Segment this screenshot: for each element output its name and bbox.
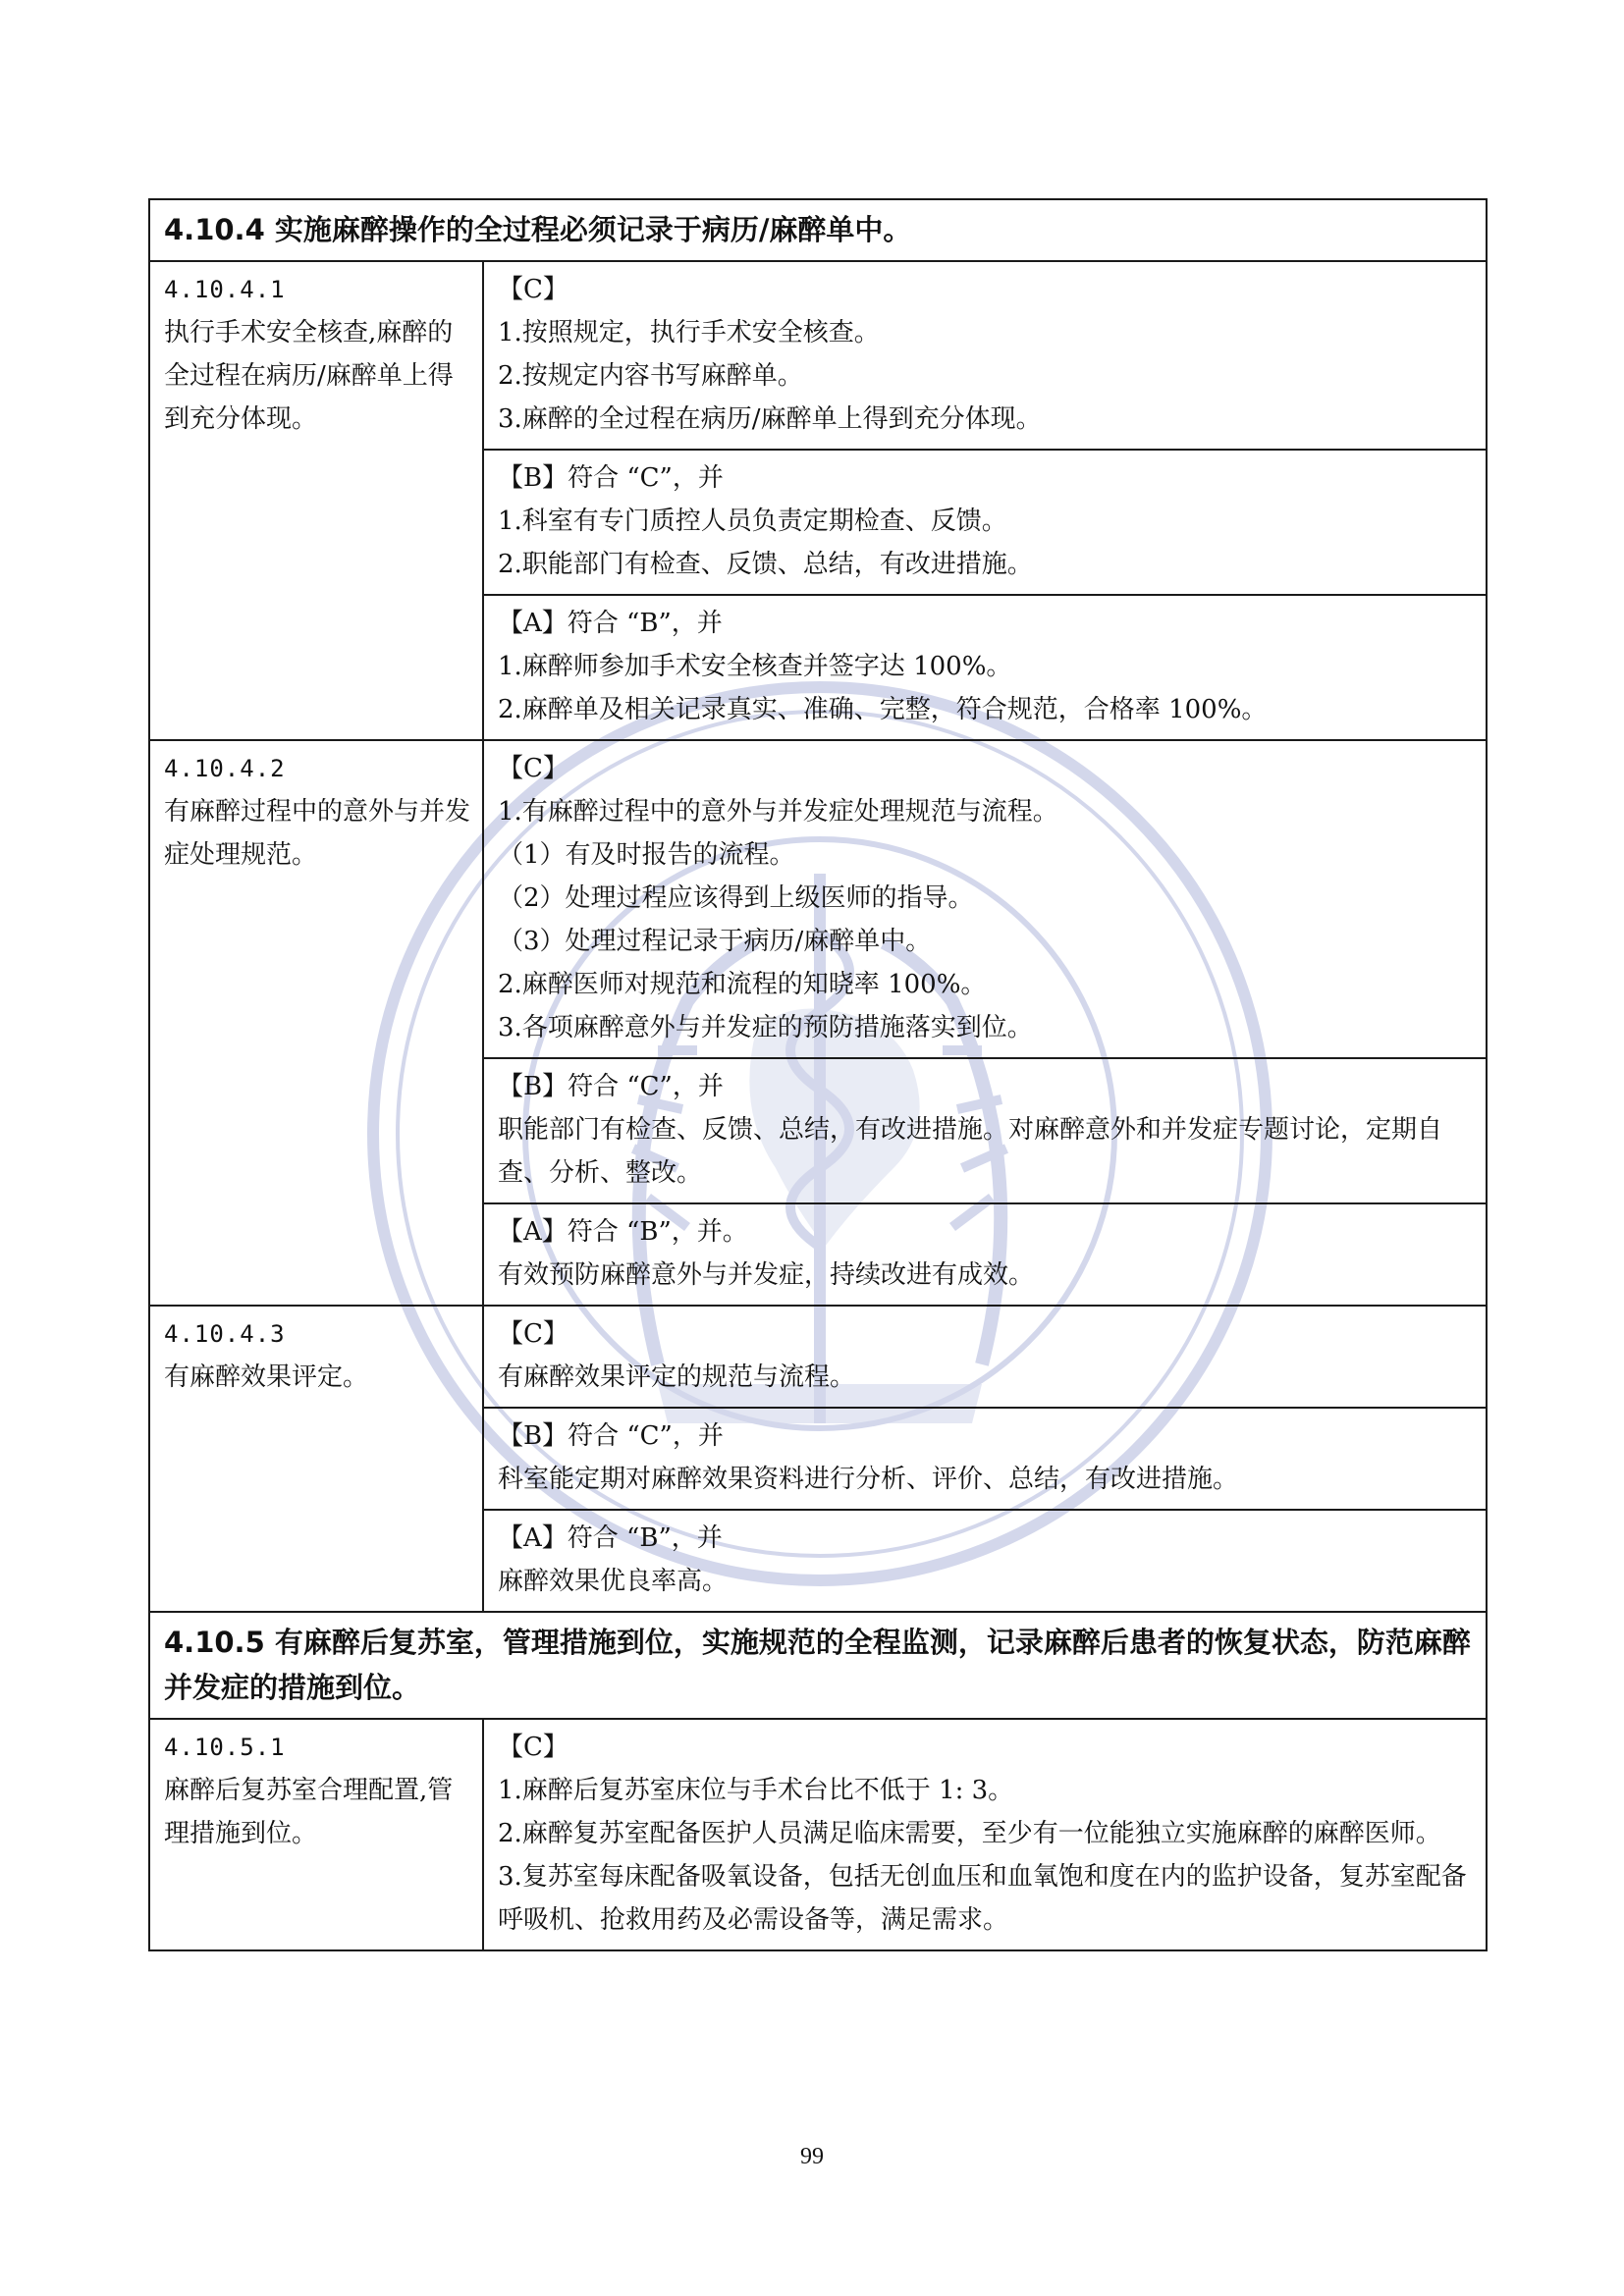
clause-row (149, 1719, 1487, 1950)
grade-line: 2.麻醉医师对规范和流程的知晓率 100%。 (498, 970, 987, 999)
clause-id: 4.10.5.1 (164, 1734, 286, 1761)
grade-a-cell (483, 1203, 1487, 1306)
clause-id: 4.10.4.2 (164, 755, 286, 782)
grade-line: 1.按照规定，执行手术安全核查。 (498, 318, 880, 347)
grade-line: 【B】符合 “C”，并 (498, 1072, 724, 1101)
grade-b-cell (483, 1058, 1487, 1203)
grade-line: 【C】 (498, 1733, 568, 1762)
section-heading: 4.10.5 有麻醉后复苏室，管理措施到位，实施规范的全程监测，记录麻醉后患者的恢复状态，防范麻醉并发症的措施到位。 (149, 1612, 1487, 1719)
grade-line: 2.职能部门有检查、反馈、总结，有改进措施。 (498, 550, 1033, 579)
grade-line: 【C】 (498, 754, 568, 783)
grade-line: 2.麻醉单及相关记录真实、准确、完整，符合规范，合格率 100%。 (498, 695, 1268, 724)
grade-line: （1）有及时报告的流程。 (498, 840, 795, 870)
grade-line: 2.麻醉复苏室配备医护人员满足临床需要，至少有一位能独立实施麻醉的麻醉医师。 (498, 1819, 1441, 1848)
grade-line: 【B】符合 “C”，并 (498, 463, 724, 493)
grade-line: 麻醉效果优良率高。 (498, 1567, 729, 1596)
clause-row (149, 1306, 1487, 1408)
grade-line: （2）处理过程应该得到上级医师的指导。 (498, 883, 974, 913)
clause-description: 有麻醉效果评定。 (164, 1362, 369, 1392)
grade-line: 【A】符合 “B”，并 (498, 1523, 723, 1553)
grade-b-cell (483, 1408, 1487, 1510)
clause-description: 有麻醉过程中的意外与并发症处理规范。 (164, 797, 471, 870)
clause-cell (149, 1719, 483, 1950)
grade-line: 3.各项麻醉意外与并发症的预防措施落实到位。 (498, 1013, 1033, 1042)
grade-a-cell (483, 1510, 1487, 1612)
grade-line: 职能部门有检查、反馈、总结，有改进措施。对麻醉意外和并发症专题讨论，定期自查、分析、整改。 (498, 1115, 1443, 1188)
section-4-10-5-heading-row (149, 1612, 1487, 1719)
grade-a-cell (483, 595, 1487, 740)
grade-line: 【C】 (498, 1319, 568, 1349)
clause-cell (149, 740, 483, 1306)
grade-line: 1.麻醉师参加手术安全核查并签字达 100%。 (498, 652, 1012, 681)
standards-table (148, 198, 1488, 1951)
grade-line: 3.麻醉的全过程在病历/麻醉单上得到充分体现。 (498, 404, 1042, 434)
grade-line: （3）处理过程记录于病历/麻醉单中。 (498, 927, 932, 956)
grade-line: 3.复苏室每床配备吸氧设备，包括无创血压和血氧饱和度在内的监护设备，复苏室配备呼吸机、抢救用药及必需设备等，满足需求。 (498, 1862, 1467, 1935)
grade-c-cell (483, 740, 1487, 1058)
clause-id: 4.10.4.1 (164, 276, 286, 303)
grade-c-cell (483, 1306, 1487, 1408)
grade-line: 科室能定期对麻醉效果资料进行分析、评价、总结，有改进措施。 (498, 1465, 1239, 1494)
grade-b-cell (483, 450, 1487, 595)
page-number: 99 (800, 2144, 824, 2169)
grade-c-cell (483, 261, 1487, 450)
clause-cell (149, 261, 483, 740)
clause-id: 4.10.4.3 (164, 1320, 286, 1348)
grade-line: 2.按规定内容书写麻醉单。 (498, 361, 803, 391)
clause-description: 麻醉后复苏室合理配置,管理措施到位。 (164, 1776, 454, 1848)
clause-cell (149, 1306, 483, 1612)
grade-line: 1.有麻醉过程中的意外与并发症处理规范与流程。 (498, 797, 1058, 827)
grade-line: 1.科室有专门质控人员负责定期检查、反馈。 (498, 507, 1007, 536)
section-heading: 4.10.4 实施麻醉操作的全过程必须记录于病历/麻醉单中。 (149, 199, 1487, 261)
grade-line: 【A】符合 “B”，并 (498, 609, 723, 638)
grade-line: 有麻醉效果评定的规范与流程。 (498, 1362, 856, 1392)
clause-row (149, 261, 1487, 450)
grade-line: 【C】 (498, 275, 568, 304)
grade-line: 有效预防麻醉意外与并发症，持续改进有成效。 (498, 1260, 1035, 1290)
grade-c-cell (483, 1719, 1487, 1950)
grade-line: 1.麻醉后复苏室床位与手术台比不低于 1: 3。 (498, 1776, 1014, 1805)
section-4-10-4-heading-row (149, 199, 1487, 261)
clause-row (149, 740, 1487, 1058)
grade-line: 【A】符合 “B”，并。 (498, 1217, 748, 1247)
grade-line: 【B】符合 “C”，并 (498, 1421, 724, 1451)
clause-description: 执行手术安全核查,麻醉的全过程在病历/麻醉单上得到充分体现。 (164, 318, 454, 434)
